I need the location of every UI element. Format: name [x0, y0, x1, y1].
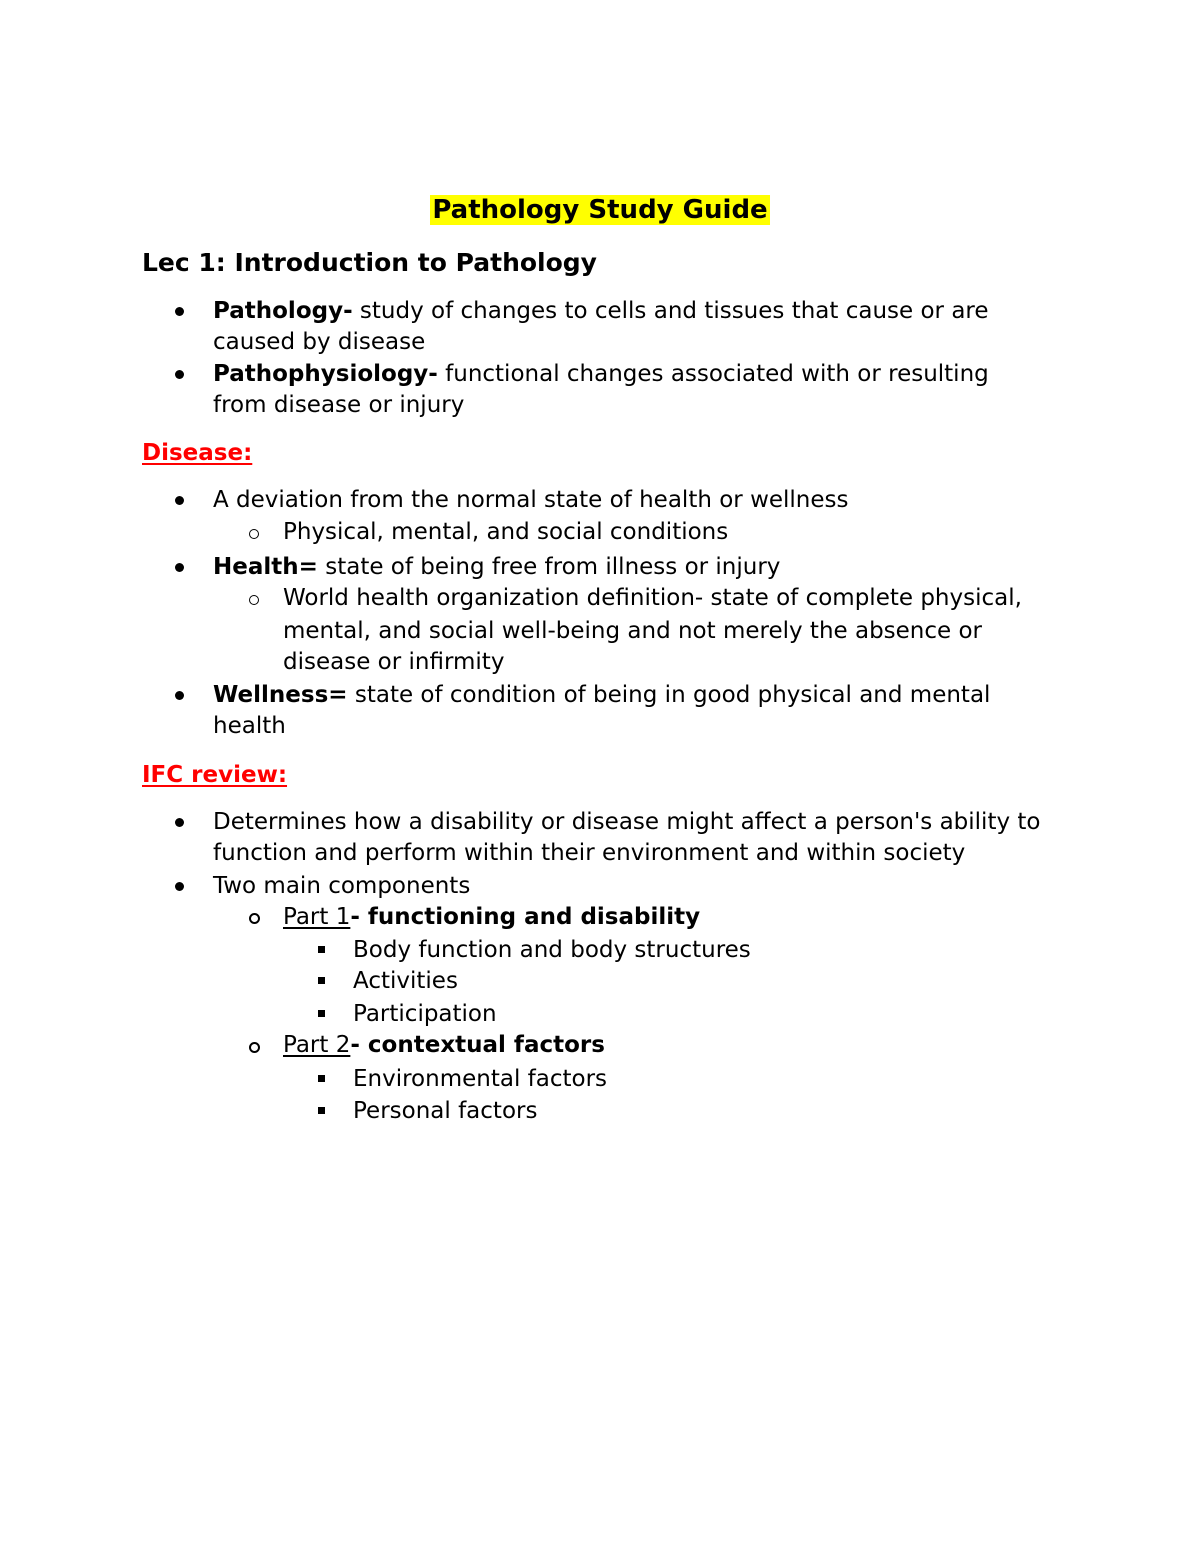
part1-item-body-function: Body function and body structures: [353, 937, 751, 963]
wellness-text: state of condition of being in good physical and mental: [347, 682, 991, 708]
part2-item: [283, 1029, 605, 1061]
who-definition-line-2: mental, and social well-being and not merely the absence or: [283, 618, 983, 644]
sub-bullet-ring: [249, 529, 259, 539]
part2-item-environmental: Environmental factors: [353, 1066, 608, 1092]
sub-bullet-ring: [249, 595, 259, 605]
bullet-dot: [175, 496, 184, 505]
who-definition-line-3: disease or infirmity: [283, 649, 505, 675]
part1-item-activities: Activities: [353, 968, 458, 994]
ifc-heading: IFC review:: [142, 762, 288, 788]
sub-sub-bullet-square: [318, 1075, 325, 1082]
disease-heading: Disease:: [142, 440, 253, 466]
who-definition-line-1: World health organization definition- state of complete physical,: [283, 585, 1022, 611]
bullet-dot: [175, 691, 184, 700]
wellness-term: Wellness=: [213, 682, 348, 708]
bullet-dot: [175, 818, 184, 827]
pathology-text: study of changes to cells and tissues that cause or are: [352, 298, 989, 324]
part1-item-participation: Participation: [353, 1001, 497, 1027]
sub-bullet-ring: [249, 913, 260, 924]
disease-conditions-item: Physical, mental, and social conditions: [283, 519, 729, 545]
wellness-definition-line-1: [213, 679, 990, 711]
ifc-determines-line-2: function and perform within their environment and within society: [213, 840, 966, 866]
wellness-definition-line-2: health: [213, 713, 286, 739]
bullet-dot: [175, 882, 184, 891]
pathology-definition-line-2: caused by disease: [213, 329, 426, 355]
part2-text: - contextual factors: [350, 1032, 605, 1058]
ifc-determines-line-1: Determines how a disability or disease might affect a person's ability to: [213, 809, 1041, 835]
sub-sub-bullet-square: [318, 1010, 325, 1017]
pathology-term: Pathology-: [213, 298, 353, 324]
pathophysiology-text: functional changes associated with or resulting: [437, 361, 989, 387]
sub-sub-bullet-square: [318, 946, 325, 953]
bullet-dot: [175, 563, 184, 572]
disease-deviation-item: A deviation from the normal state of health or wellness: [213, 487, 849, 513]
health-definition: [213, 551, 780, 583]
part1-item: [283, 901, 700, 933]
title-highlight: Pathology Study Guide: [432, 195, 768, 225]
part1-text: - functioning and disability: [350, 904, 701, 930]
health-text: state of being free from illness or injury: [317, 554, 781, 580]
page-title: [0, 192, 1200, 228]
pathology-definition-line-1: [213, 295, 989, 327]
health-term: Health=: [213, 554, 318, 580]
pathophysiology-definition-line-2: from disease or injury: [213, 392, 465, 418]
pathophysiology-definition-line-1: [213, 358, 989, 390]
part2-item-personal: Personal factors: [353, 1098, 538, 1124]
sub-bullet-ring: [249, 1042, 260, 1053]
sub-sub-bullet-square: [318, 977, 325, 984]
bullet-dot: [175, 307, 184, 316]
bullet-dot: [175, 370, 184, 379]
part2-label: Part 2: [283, 1032, 351, 1058]
part1-label: Part 1: [283, 904, 351, 930]
pathophysiology-term: Pathophysiology-: [213, 361, 438, 387]
ifc-components-item: Two main components: [213, 873, 471, 899]
lecture-heading: Lec 1: Introduction to Pathology: [142, 248, 597, 277]
sub-sub-bullet-square: [318, 1107, 325, 1114]
